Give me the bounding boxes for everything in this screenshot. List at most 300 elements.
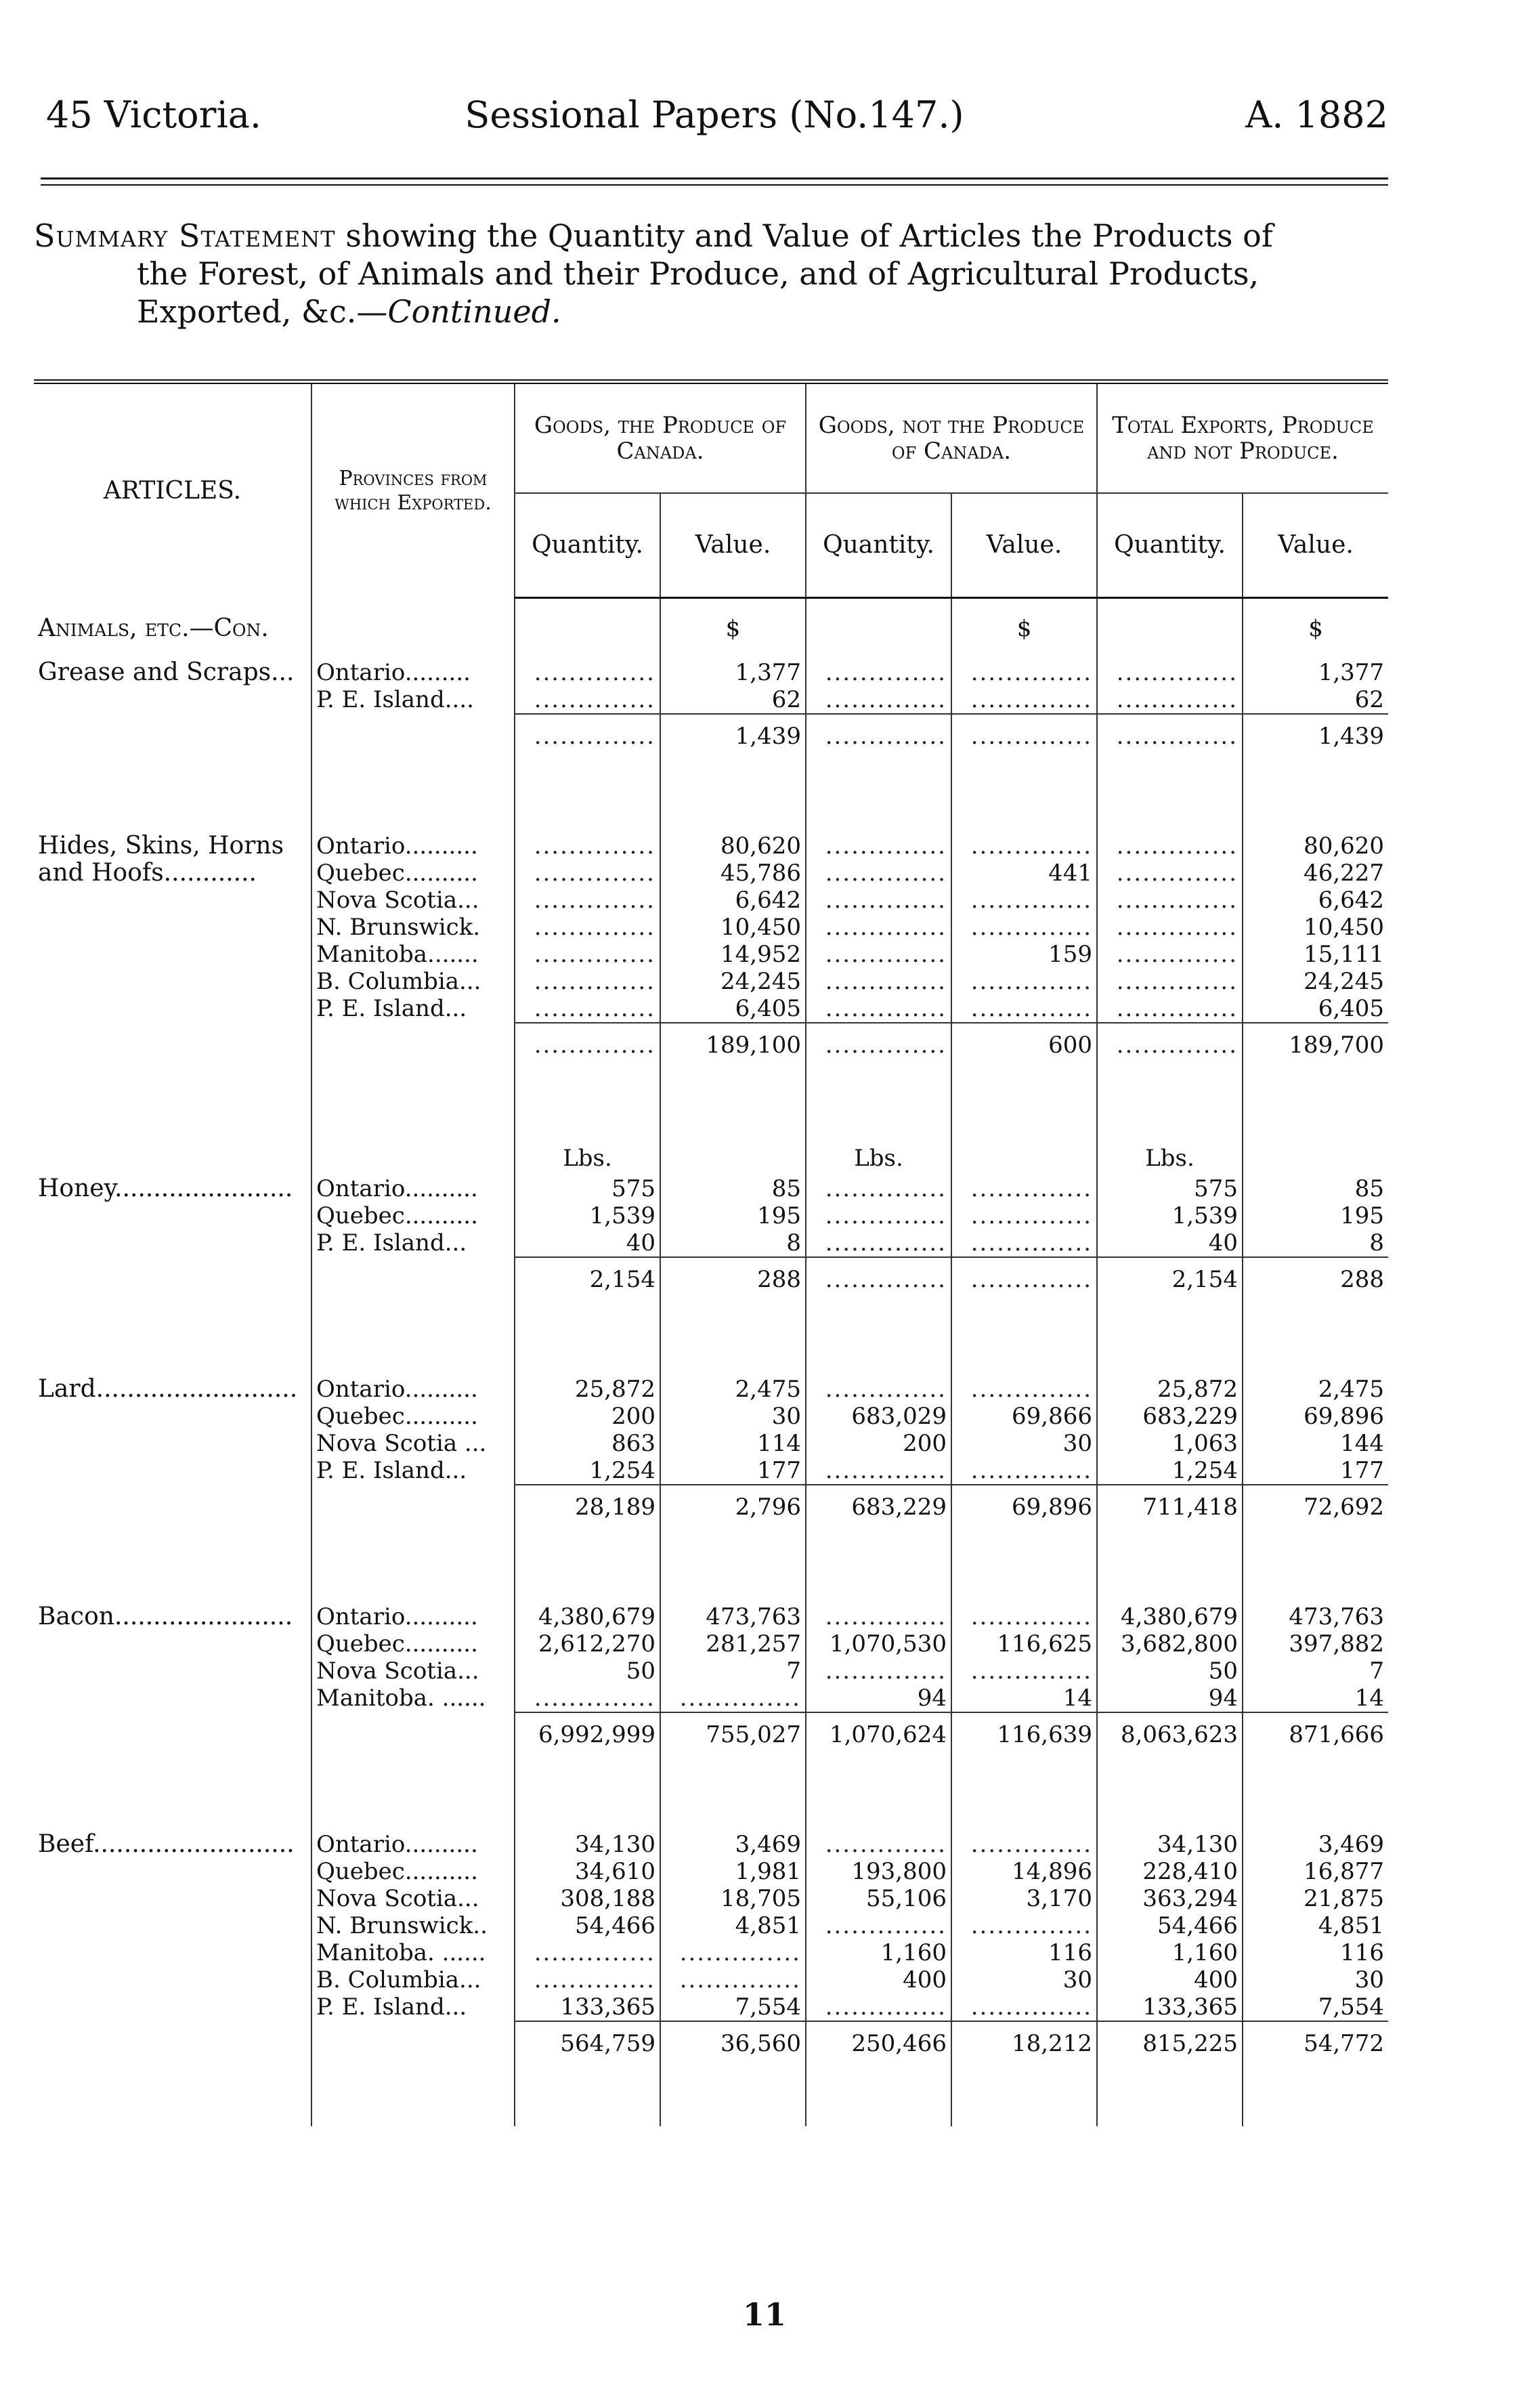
quantity-cell: .............. xyxy=(806,686,951,714)
unit-label: Lbs. xyxy=(806,1141,951,1175)
province-name: Quebec.......... xyxy=(311,860,515,887)
quantity-cell: .............. xyxy=(806,914,951,941)
total-value-cell: 2,796 xyxy=(660,1485,806,1529)
spacer-cell xyxy=(660,758,806,832)
value-cell: 159 xyxy=(951,941,1097,968)
value-cell: 114 xyxy=(660,1430,806,1457)
province-name: B. Columbia... xyxy=(311,968,515,995)
empty-cell xyxy=(34,1993,311,2021)
value-cell: 2,475 xyxy=(660,1376,806,1403)
quantity-cell: 133,365 xyxy=(1097,1993,1243,2021)
spacer-row xyxy=(34,758,1388,832)
value-cell: 281,257 xyxy=(660,1630,806,1657)
total-quantity-cell: 28,189 xyxy=(515,1485,660,1529)
value-cell: 14,896 xyxy=(951,1858,1097,1885)
empty-cell xyxy=(34,968,311,995)
spacer-cell xyxy=(951,1756,1097,1831)
province-name: Quebec.......... xyxy=(311,1202,515,1229)
province-name: Manitoba. ...... xyxy=(311,1939,515,1966)
value-cell: 10,450 xyxy=(1243,914,1388,941)
value-cell: 116,625 xyxy=(951,1630,1097,1657)
province-name: Ontario......... xyxy=(311,659,515,686)
header-year: A. 1882 xyxy=(1245,93,1388,136)
total-quantity-cell: .............. xyxy=(1097,1023,1243,1067)
spacer-cell xyxy=(660,2065,806,2126)
total-value-cell: 189,100 xyxy=(660,1023,806,1067)
empty-cell xyxy=(34,1202,311,1229)
total-quantity-cell: .............. xyxy=(515,714,660,758)
spacer-cell xyxy=(951,1301,1097,1376)
empty-cell xyxy=(34,1485,311,1529)
empty-cell xyxy=(311,1023,515,1067)
exports-table xyxy=(34,379,1388,2126)
empty-cell xyxy=(1097,598,1243,659)
spacer-cell xyxy=(1243,1067,1388,1141)
quantity-cell: .............. xyxy=(1097,832,1243,860)
value-cell: 30 xyxy=(660,1403,806,1430)
empty-cell xyxy=(34,995,311,1023)
value-cell: 4,851 xyxy=(1243,1912,1388,1939)
value-cell: 2,475 xyxy=(1243,1376,1388,1403)
article-name: Grease and Scraps... xyxy=(38,658,295,686)
value-cell: 24,245 xyxy=(660,968,806,995)
total-row xyxy=(34,1257,1388,1301)
article-name: and Hoofs............ xyxy=(38,859,257,887)
quantity-cell: .............. xyxy=(1097,914,1243,941)
quantity-cell: 2,612,270 xyxy=(515,1630,660,1657)
table-row xyxy=(34,659,1388,686)
empty-cell xyxy=(951,1141,1097,1175)
spacer-cell xyxy=(806,1067,951,1141)
value-cell: .............. xyxy=(951,968,1097,995)
province-name: P. E. Island... xyxy=(311,1457,515,1485)
spacer-cell xyxy=(660,1067,806,1141)
value-cell: 6,405 xyxy=(1243,995,1388,1023)
value-cell: 4,851 xyxy=(660,1912,806,1939)
spacer-cell xyxy=(1243,1301,1388,1376)
value-cell: 7,554 xyxy=(1243,1993,1388,2021)
total-quantity-cell: 815,225 xyxy=(1097,2021,1243,2065)
quantity-cell: .............. xyxy=(806,1376,951,1403)
value-cell: 69,896 xyxy=(1243,1403,1388,1430)
spacer-cell xyxy=(951,1067,1097,1141)
total-quantity-cell: 250,466 xyxy=(806,2021,951,2065)
spacer-cell xyxy=(311,2065,515,2126)
spacer-row xyxy=(34,1756,1388,1831)
quantity-cell: 54,466 xyxy=(1097,1912,1243,1939)
quantity-cell: 4,380,679 xyxy=(1097,1603,1243,1630)
quantity-cell: .............. xyxy=(515,887,660,914)
quantity-cell: 34,130 xyxy=(1097,1831,1243,1858)
table-row xyxy=(34,1376,1388,1403)
spacer-cell xyxy=(806,2065,951,2126)
spacer-cell xyxy=(34,1067,311,1141)
total-quantity-cell: .............. xyxy=(1097,714,1243,758)
table-row xyxy=(34,1685,1388,1712)
empty-cell xyxy=(311,598,515,659)
total-value-cell: 36,560 xyxy=(660,2021,806,2065)
quantity-cell: .............. xyxy=(806,1831,951,1858)
quantity-cell: .............. xyxy=(1097,686,1243,714)
spacer-cell xyxy=(515,1067,660,1141)
spacer-cell xyxy=(34,1529,311,1603)
spacer-cell xyxy=(34,758,311,832)
value-cell: .............. xyxy=(951,1912,1097,1939)
total-value-cell: .............. xyxy=(951,1257,1097,1301)
value-cell: 14,952 xyxy=(660,941,806,968)
value-cell: 24,245 xyxy=(1243,968,1388,995)
quantity-cell: .............. xyxy=(806,1912,951,1939)
value-cell: .............. xyxy=(660,1685,806,1712)
value-cell: 1,377 xyxy=(660,659,806,686)
value-cell: 177 xyxy=(1243,1457,1388,1485)
value-cell: 7 xyxy=(660,1657,806,1685)
currency-symbol: $ xyxy=(1243,598,1388,659)
col-header-quantity: Quantity. xyxy=(806,493,951,598)
value-cell: .............. xyxy=(951,686,1097,714)
spacer-cell xyxy=(951,758,1097,832)
quantity-cell: 25,872 xyxy=(515,1376,660,1403)
total-quantity-cell: 6,992,999 xyxy=(515,1712,660,1756)
province-name: Quebec.......... xyxy=(311,1858,515,1885)
value-cell: 6,405 xyxy=(660,995,806,1023)
quantity-cell: .............. xyxy=(806,887,951,914)
quantity-cell: 1,254 xyxy=(1097,1457,1243,1485)
quantity-cell: .............. xyxy=(806,1657,951,1685)
quantity-cell: .............. xyxy=(806,1229,951,1257)
province-name: Ontario.......... xyxy=(311,1376,515,1403)
spacer-cell xyxy=(1243,2065,1388,2126)
col-group-not-produce: Goods, not the Produce of Canada. xyxy=(806,382,1097,494)
total-row xyxy=(34,1023,1388,1067)
value-cell: .............. xyxy=(660,1966,806,1993)
quantity-cell: .............. xyxy=(1097,995,1243,1023)
total-quantity-cell: 8,063,623 xyxy=(1097,1712,1243,1756)
table-row xyxy=(34,1457,1388,1485)
quantity-cell: 200 xyxy=(806,1430,951,1457)
value-cell: .............. xyxy=(951,1603,1097,1630)
value-cell: .............. xyxy=(951,995,1097,1023)
col-header-quantity: Quantity. xyxy=(515,493,660,598)
unit-label: Lbs. xyxy=(515,1141,660,1175)
spacer-cell xyxy=(1097,1756,1243,1831)
header-rule-top xyxy=(41,177,1388,179)
empty-cell xyxy=(34,1858,311,1885)
spacer-cell xyxy=(1243,1756,1388,1831)
quantity-cell: 193,800 xyxy=(806,1858,951,1885)
value-cell: 1,981 xyxy=(660,1858,806,1885)
province-name: Ontario.......... xyxy=(311,1831,515,1858)
total-value-cell: 288 xyxy=(660,1257,806,1301)
col-group-produce: Goods, the Produce of Canada. xyxy=(515,382,806,494)
spacer-cell xyxy=(515,758,660,832)
empty-cell xyxy=(34,1912,311,1939)
table-row xyxy=(34,1858,1388,1885)
article-name: Bacon....................... xyxy=(38,1603,293,1630)
value-cell: .............. xyxy=(951,1202,1097,1229)
table-body xyxy=(34,598,1388,2126)
spacer-row xyxy=(34,1301,1388,1376)
page-header xyxy=(41,80,1388,141)
quantity-cell: .............. xyxy=(806,968,951,995)
value-cell: .............. xyxy=(951,1229,1097,1257)
empty-cell xyxy=(34,714,311,758)
article-name: Hides, Skins, Horns xyxy=(38,832,284,860)
value-cell: 473,763 xyxy=(660,1603,806,1630)
value-cell: 7,554 xyxy=(660,1993,806,2021)
spacer-cell xyxy=(515,1301,660,1376)
quantity-cell: 54,466 xyxy=(515,1912,660,1939)
spacer-cell xyxy=(1097,1529,1243,1603)
quantity-cell: 4,380,679 xyxy=(515,1603,660,1630)
quantity-cell: 1,254 xyxy=(515,1457,660,1485)
quantity-cell: .............. xyxy=(515,914,660,941)
empty-cell xyxy=(34,1630,311,1657)
spacer-cell xyxy=(1243,758,1388,832)
quantity-cell: .............. xyxy=(1097,941,1243,968)
table-row xyxy=(34,914,1388,941)
quantity-cell: 40 xyxy=(515,1229,660,1257)
value-cell: 195 xyxy=(1243,1202,1388,1229)
value-cell: 10,450 xyxy=(660,914,806,941)
table-row xyxy=(34,1430,1388,1457)
table-row xyxy=(34,887,1388,914)
value-cell: 6,642 xyxy=(660,887,806,914)
value-cell: 116 xyxy=(951,1939,1097,1966)
empty-cell xyxy=(34,1257,311,1301)
col-header-provinces: Provinces from which Exported. xyxy=(311,382,515,598)
spacer-cell xyxy=(1243,1529,1388,1603)
total-value-cell: 54,772 xyxy=(1243,2021,1388,2065)
quantity-cell: .............. xyxy=(1097,887,1243,914)
value-cell: 1,377 xyxy=(1243,659,1388,686)
spacer-cell xyxy=(660,1301,806,1376)
value-cell: .............. xyxy=(951,659,1097,686)
quantity-cell: 1,539 xyxy=(515,1202,660,1229)
quantity-cell: 133,365 xyxy=(515,1993,660,2021)
empty-cell xyxy=(311,2021,515,2065)
value-cell: .............. xyxy=(951,887,1097,914)
exports-table-wrap xyxy=(34,379,1388,2126)
currency-symbol: $ xyxy=(660,598,806,659)
spacer-row xyxy=(34,1067,1388,1141)
value-cell: .............. xyxy=(660,1939,806,1966)
empty-cell xyxy=(311,1141,515,1175)
province-name: P. E. Island... xyxy=(311,1229,515,1257)
total-value-cell: 18,212 xyxy=(951,2021,1097,2065)
spacer-row xyxy=(34,1529,1388,1603)
caption-line-2: the Forest, of Animals and their Produce, and of Agricultural Products, xyxy=(137,255,1259,292)
quantity-cell: 200 xyxy=(515,1403,660,1430)
value-cell: .............. xyxy=(951,1175,1097,1202)
value-cell: 397,882 xyxy=(1243,1630,1388,1657)
spacer-cell xyxy=(34,1301,311,1376)
total-quantity-cell: 2,154 xyxy=(1097,1257,1243,1301)
value-cell: 85 xyxy=(1243,1175,1388,1202)
value-cell: 116 xyxy=(1243,1939,1388,1966)
quantity-cell: .............. xyxy=(515,860,660,887)
total-row xyxy=(34,714,1388,758)
value-cell: 62 xyxy=(1243,686,1388,714)
empty-cell xyxy=(34,1685,311,1712)
value-cell: 80,620 xyxy=(1243,832,1388,860)
quantity-cell: .............. xyxy=(806,941,951,968)
table-row xyxy=(34,1603,1388,1630)
value-cell: .............. xyxy=(951,1993,1097,2021)
total-quantity-cell: 2,154 xyxy=(515,1257,660,1301)
empty-cell xyxy=(311,714,515,758)
total-value-cell: 288 xyxy=(1243,1257,1388,1301)
table-row xyxy=(34,1202,1388,1229)
col-header-articles: ARTICLES. xyxy=(34,382,311,598)
value-cell: 3,170 xyxy=(951,1885,1097,1912)
spacer-cell xyxy=(34,2065,311,2126)
col-header-value: Value. xyxy=(660,493,806,598)
spacer-cell xyxy=(1097,758,1243,832)
province-name: Manitoba. ...... xyxy=(311,1685,515,1712)
total-value-cell: 600 xyxy=(951,1023,1097,1067)
province-name: P. E. Island.... xyxy=(311,686,515,714)
quantity-cell: .............. xyxy=(515,1685,660,1712)
value-cell: 14 xyxy=(951,1685,1097,1712)
header-title: Sessional Papers (No.147.) xyxy=(465,93,964,136)
quantity-cell: 683,029 xyxy=(806,1403,951,1430)
total-quantity-cell: 711,418 xyxy=(1097,1485,1243,1529)
value-cell: .............. xyxy=(951,832,1097,860)
province-name: Quebec.......... xyxy=(311,1403,515,1430)
quantity-cell: 1,539 xyxy=(1097,1202,1243,1229)
quantity-cell: .............. xyxy=(1097,968,1243,995)
value-cell: 62 xyxy=(660,686,806,714)
empty-cell xyxy=(34,914,311,941)
province-name: B. Columbia... xyxy=(311,1966,515,1993)
value-cell: 14 xyxy=(1243,1685,1388,1712)
table-row xyxy=(34,1939,1388,1966)
quantity-cell: 400 xyxy=(1097,1966,1243,1993)
empty-cell xyxy=(34,1966,311,1993)
quantity-cell: .............. xyxy=(806,1993,951,2021)
province-name: Nova Scotia... xyxy=(311,1657,515,1685)
table-row xyxy=(34,1885,1388,1912)
total-value-cell: 1,439 xyxy=(660,714,806,758)
quantity-cell: .............. xyxy=(806,1603,951,1630)
caption-line-1: showing the Quantity and Value of Articles the Products of xyxy=(335,217,1273,254)
empty-cell xyxy=(34,1229,311,1257)
total-value-cell: .............. xyxy=(951,714,1097,758)
table-row xyxy=(34,1993,1388,2021)
quantity-cell: .............. xyxy=(1097,659,1243,686)
value-cell: 80,620 xyxy=(660,832,806,860)
empty-cell xyxy=(34,2021,311,2065)
quantity-cell: 50 xyxy=(1097,1657,1243,1685)
quantity-cell: .............. xyxy=(806,1457,951,1485)
value-cell: 195 xyxy=(660,1202,806,1229)
value-cell: 30 xyxy=(951,1966,1097,1993)
spacer-cell xyxy=(806,1529,951,1603)
quantity-cell: 40 xyxy=(1097,1229,1243,1257)
spacer-cell xyxy=(806,758,951,832)
quantity-cell: 575 xyxy=(1097,1175,1243,1202)
quantity-cell: .............. xyxy=(515,995,660,1023)
province-name: Ontario.......... xyxy=(311,832,515,860)
value-cell: 3,469 xyxy=(1243,1831,1388,1858)
caption-continued: Continued. xyxy=(387,293,561,330)
province-name: Quebec.......... xyxy=(311,1630,515,1657)
spacer-row xyxy=(34,2065,1388,2126)
table-row xyxy=(34,1403,1388,1430)
empty-cell xyxy=(34,1403,311,1430)
col-header-value: Value. xyxy=(951,493,1097,598)
empty-cell xyxy=(660,1141,806,1175)
col-group-total: Total Exports, Produce and not Produce. xyxy=(1097,382,1388,494)
spacer-cell xyxy=(1097,2065,1243,2126)
empty-cell xyxy=(34,887,311,914)
table-row xyxy=(34,1657,1388,1685)
empty-cell xyxy=(34,1712,311,1756)
units-row xyxy=(34,1141,1388,1175)
spacer-cell xyxy=(311,758,515,832)
total-value-cell: 871,666 xyxy=(1243,1712,1388,1756)
table-caption xyxy=(34,217,1381,331)
section-label: Animals, etc.—Con. xyxy=(38,614,269,642)
table-row xyxy=(34,1831,1388,1858)
province-name: Nova Scotia ... xyxy=(311,1430,515,1457)
province-name: P. E. Island... xyxy=(311,1993,515,2021)
quantity-cell: .............. xyxy=(806,860,951,887)
total-quantity-cell: 683,229 xyxy=(806,1485,951,1529)
empty-cell xyxy=(34,1430,311,1457)
quantity-cell: .............. xyxy=(515,1939,660,1966)
table-row xyxy=(34,1630,1388,1657)
col-header-value: Value. xyxy=(1243,493,1388,598)
quantity-cell: 308,188 xyxy=(515,1885,660,1912)
currency-symbol: $ xyxy=(951,598,1097,659)
empty-cell xyxy=(34,1023,311,1067)
quantity-cell: .............. xyxy=(1097,860,1243,887)
total-quantity-cell: .............. xyxy=(806,1023,951,1067)
table-row xyxy=(34,1175,1388,1202)
total-value-cell: 189,700 xyxy=(1243,1023,1388,1067)
quantity-cell: 1,063 xyxy=(1097,1430,1243,1457)
value-cell: .............. xyxy=(951,914,1097,941)
quantity-cell: .............. xyxy=(515,686,660,714)
quantity-cell: 34,130 xyxy=(515,1831,660,1858)
empty-cell xyxy=(34,1457,311,1485)
quantity-cell: 363,294 xyxy=(1097,1885,1243,1912)
spacer-cell xyxy=(311,1067,515,1141)
value-cell: .............. xyxy=(951,1457,1097,1485)
caption-line-3: Exported, &c.— xyxy=(137,293,388,330)
province-name: P. E. Island... xyxy=(311,995,515,1023)
spacer-cell xyxy=(660,1529,806,1603)
empty-cell xyxy=(1243,1141,1388,1175)
quantity-cell: .............. xyxy=(806,832,951,860)
article-name: Honey....................... xyxy=(38,1175,293,1202)
empty-cell xyxy=(34,1657,311,1685)
total-row xyxy=(34,2021,1388,2065)
value-cell: 16,877 xyxy=(1243,1858,1388,1885)
value-cell: 30 xyxy=(1243,1966,1388,1993)
header-rule-bottom xyxy=(41,184,1388,186)
spacer-cell xyxy=(1097,1301,1243,1376)
quantity-cell: .............. xyxy=(515,832,660,860)
province-name: N. Brunswick.. xyxy=(311,1912,515,1939)
quantity-cell: 3,682,800 xyxy=(1097,1630,1243,1657)
spacer-cell xyxy=(951,1529,1097,1603)
value-cell: 18,705 xyxy=(660,1885,806,1912)
quantity-cell: 25,872 xyxy=(1097,1376,1243,1403)
quantity-cell: 50 xyxy=(515,1657,660,1685)
